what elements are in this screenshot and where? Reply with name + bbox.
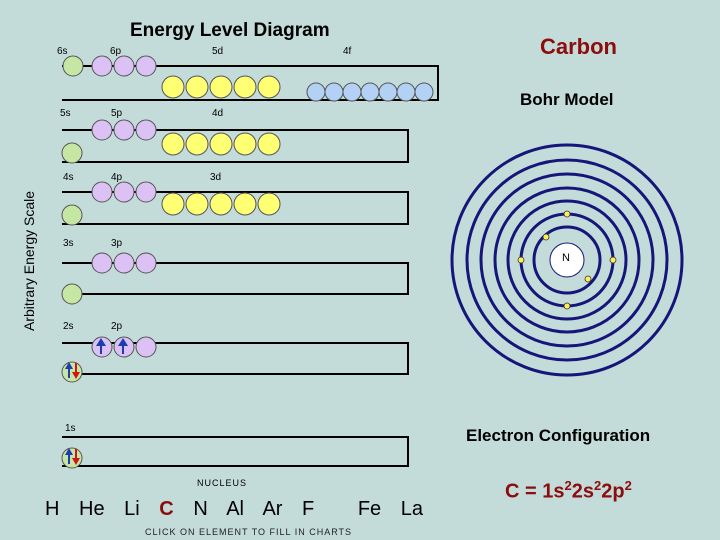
label-3s: 3s bbox=[63, 238, 74, 249]
label-6s: 6s bbox=[57, 46, 68, 57]
orbital-3d-4 bbox=[234, 193, 256, 215]
bohr-model-title: Bohr Model bbox=[520, 90, 614, 109]
formula-lhs: C = bbox=[505, 480, 543, 503]
orbital-6p-1 bbox=[92, 56, 112, 76]
label-3d: 3d bbox=[210, 172, 222, 183]
electron-configuration-formula bbox=[505, 478, 632, 504]
shelf-1 bbox=[62, 437, 408, 466]
orbital-4d-3 bbox=[210, 133, 232, 155]
label-4d: 4d bbox=[212, 108, 224, 119]
electron-dot bbox=[564, 211, 570, 217]
element-button-n[interactable]: N bbox=[193, 498, 208, 520]
element-button-f[interactable]: F bbox=[302, 498, 315, 520]
orbital-4f-3 bbox=[343, 83, 361, 101]
formula-exp-1s: 2 bbox=[564, 478, 572, 493]
orbital-2p-3 bbox=[136, 337, 156, 357]
electron-configuration-heading: Electron Configuration bbox=[466, 426, 651, 445]
element-button-h[interactable]: H bbox=[45, 498, 60, 520]
energy-axis-label: Arbitrary Energy Scale bbox=[21, 190, 37, 332]
electron-dot bbox=[564, 303, 570, 309]
element-button-c[interactable]: C bbox=[159, 498, 174, 520]
orbital-5d-5 bbox=[258, 76, 280, 98]
element-button-li[interactable]: Li bbox=[124, 498, 140, 520]
orbital-4s bbox=[62, 205, 82, 225]
orbital-3d-3 bbox=[210, 193, 232, 215]
label-5s: 5s bbox=[60, 108, 71, 119]
label-3p: 3p bbox=[111, 238, 123, 249]
label-5d: 5d bbox=[212, 46, 224, 57]
electron-dot bbox=[610, 257, 616, 263]
orbital-6p-3 bbox=[136, 56, 156, 76]
shelf-3 bbox=[62, 263, 408, 294]
orbital-4p-3 bbox=[136, 182, 156, 202]
orbital-3d-1 bbox=[162, 193, 184, 215]
element-button-al[interactable]: Al bbox=[226, 498, 245, 520]
orbital-5s bbox=[62, 143, 82, 163]
element-selector bbox=[45, 498, 437, 521]
label-2p: 2p bbox=[111, 321, 123, 332]
orbital-5d-1 bbox=[162, 76, 184, 98]
formula-term-2p: 2p bbox=[601, 480, 625, 503]
orbital-6s bbox=[63, 56, 83, 76]
orbital-3s bbox=[62, 284, 82, 304]
formula-exp-2s: 2 bbox=[593, 478, 602, 493]
orbital-4f-1 bbox=[307, 83, 325, 101]
formula-term-2s: 2s bbox=[571, 480, 594, 503]
nucleus-label: NUCLEUS bbox=[197, 478, 248, 488]
electron-dot bbox=[543, 234, 549, 240]
label-4p: 4p bbox=[111, 172, 123, 183]
electron-dot bbox=[585, 276, 591, 282]
label-4s: 4s bbox=[63, 172, 74, 183]
orbital-4d-5 bbox=[258, 133, 280, 155]
orbital-4f-5 bbox=[379, 83, 397, 101]
orbital-4p-2 bbox=[114, 182, 134, 202]
orbital-4f-6 bbox=[397, 83, 415, 101]
orbital-5d-3 bbox=[210, 76, 232, 98]
orbital-5p-3 bbox=[136, 120, 156, 140]
orbital-4f-4 bbox=[361, 83, 379, 101]
element-button-ar[interactable]: Ar bbox=[262, 498, 283, 520]
orbital-3p-3 bbox=[136, 253, 156, 273]
orbital-4d-1 bbox=[162, 133, 184, 155]
element-button-la[interactable]: La bbox=[400, 498, 423, 520]
element-name: Carbon bbox=[540, 34, 617, 59]
element-button-he[interactable]: He bbox=[79, 498, 105, 520]
label-4f: 4f bbox=[343, 46, 352, 57]
element-button-fe[interactable]: Fe bbox=[357, 498, 382, 520]
instruction-hint: CLICK ON ELEMENT TO FILL IN CHARTS bbox=[145, 527, 353, 537]
orbital-4f-7 bbox=[415, 83, 433, 101]
formula-term-1s: 1s bbox=[542, 480, 565, 503]
orbital-4d-4 bbox=[234, 133, 256, 155]
formula-exp-2p: 2 bbox=[624, 478, 632, 493]
orbital-4d-2 bbox=[186, 133, 208, 155]
orbital-3p-2 bbox=[114, 253, 134, 273]
electron-dot bbox=[518, 257, 524, 263]
orbital-4p-1 bbox=[92, 182, 112, 202]
orbital-4f-2 bbox=[325, 83, 343, 101]
nucleus-symbol: N bbox=[562, 252, 570, 264]
orbital-5p-2 bbox=[114, 120, 134, 140]
orbital-5d-4 bbox=[234, 76, 256, 98]
label-6p: 6p bbox=[110, 46, 122, 57]
orbital-3d-2 bbox=[186, 193, 208, 215]
orbital-3p-1 bbox=[92, 253, 112, 273]
label-1s: 1s bbox=[65, 423, 76, 434]
diagram-title: Energy Level Diagram bbox=[130, 20, 330, 41]
orbital-5p-1 bbox=[92, 120, 112, 140]
orbital-3d-5 bbox=[258, 193, 280, 215]
orbital-5d-2 bbox=[186, 76, 208, 98]
label-5p: 5p bbox=[111, 108, 123, 119]
orbital-6p-2 bbox=[114, 56, 134, 76]
label-2s: 2s bbox=[63, 321, 74, 332]
